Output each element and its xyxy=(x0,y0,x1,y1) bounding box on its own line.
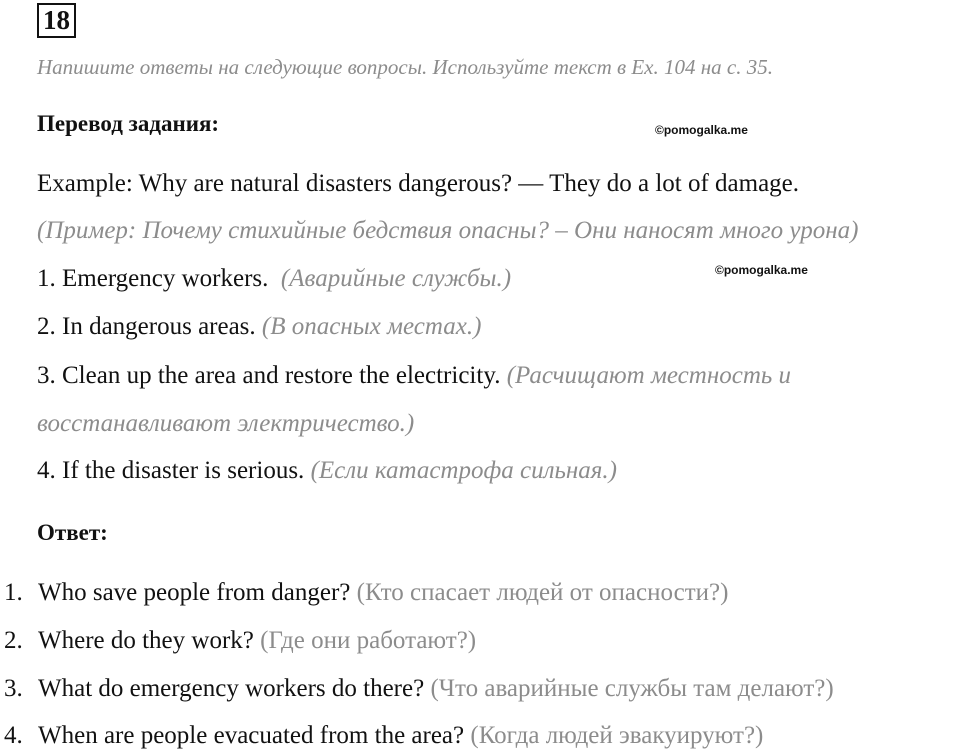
translation-heading: Перевод задания: xyxy=(37,111,220,136)
watermark: ©pomogalka.me xyxy=(655,123,748,137)
answer-number: 4. xyxy=(4,722,23,749)
task-item-ru: (Если катастрофа сильная.) xyxy=(310,457,617,484)
task-item-en: 4. If the disaster is serious. xyxy=(37,457,305,484)
task-item-ru: (В опасных местах.) xyxy=(261,313,482,340)
answer-ru: (Когда людей эвакуируют?) xyxy=(470,722,764,749)
answer-number: 1. xyxy=(4,579,23,606)
answer-number: 2. xyxy=(4,627,23,654)
task-item-3-ru-cont: восстанавливают электричество.) xyxy=(37,410,415,437)
answer-item-1 xyxy=(38,579,728,607)
answer-item-3 xyxy=(38,675,834,703)
task-item-3 xyxy=(37,362,791,390)
answer-en: Where do they work? xyxy=(38,627,254,654)
task-item-4 xyxy=(37,457,617,485)
answer-heading: Ответ: xyxy=(37,520,108,545)
exercise-number: 18 xyxy=(37,3,76,38)
task-item-ru: (Аварийные службы.) xyxy=(280,265,512,292)
task-item-en: 1. Emergency workers. xyxy=(37,265,269,292)
exercise-instruction: Напишите ответы на следующие вопросы. Используйте текст в Ex. 104 на с. 35. xyxy=(37,55,773,79)
example-en: Example: Why are natural disasters dangerous? — They do a lot of damage. xyxy=(37,170,800,197)
task-item-1 xyxy=(37,265,511,293)
answer-en: When are people evacuated from the area? xyxy=(38,722,465,749)
task-item-ru: (Расчищают местность и xyxy=(506,362,792,389)
task-item-en: 2. In dangerous areas. xyxy=(37,313,256,340)
answer-ru: (Что аварийные службы там делают?) xyxy=(430,675,834,702)
task-item-en: 3. Clean up the area and restore the electricity. xyxy=(37,362,501,389)
answer-ru: (Где они работают?) xyxy=(260,627,477,654)
answer-item-2 xyxy=(38,627,476,655)
answer-en: Who save people from danger? xyxy=(38,579,351,606)
answer-item-4 xyxy=(38,722,763,750)
example-ru: (Пример: Почему стихийные бедствия опасны? – Они наносят много урона) xyxy=(37,217,859,244)
watermark-2: ©pomogalka.me xyxy=(715,263,808,277)
answer-ru: (Кто спасает людей от опасности?) xyxy=(356,579,729,606)
answer-en: What do emergency workers do there? xyxy=(38,675,425,702)
answer-number: 3. xyxy=(4,675,23,702)
task-item-2 xyxy=(37,313,481,341)
